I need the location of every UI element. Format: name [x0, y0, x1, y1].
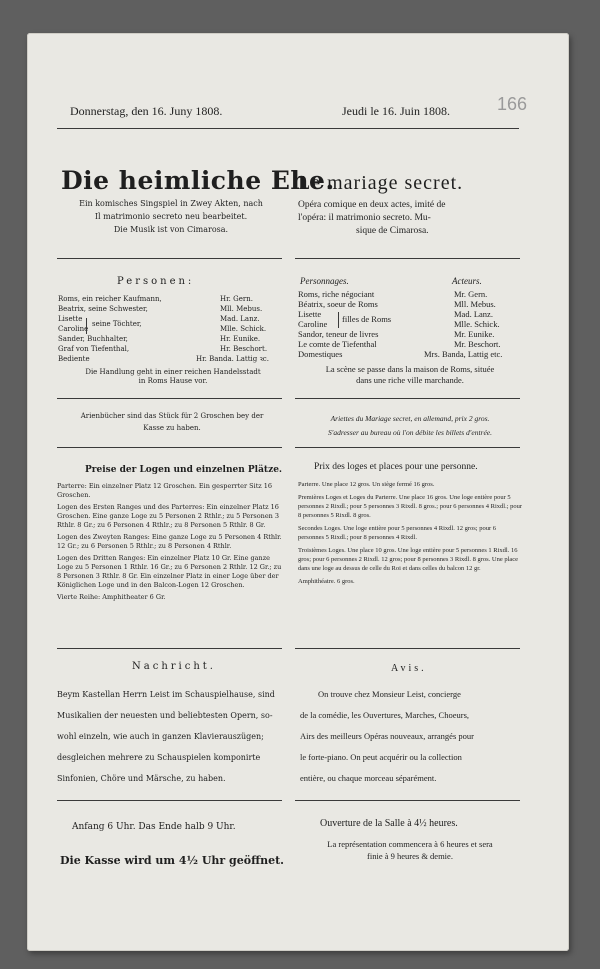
personnages-role: Sandor, teneur de livres — [298, 329, 379, 339]
avis-line: On trouve chez Monsieur Leist, concierge — [318, 689, 461, 699]
section-rule — [295, 447, 520, 448]
arien-line: S'adresser au bureau où l'on débite les billets d'entrée. — [327, 428, 493, 437]
section-rule — [295, 648, 520, 649]
personnages-actor: Mlle. Schick. — [454, 319, 500, 329]
handlung-line: in Roms Hause vor. — [138, 377, 208, 385]
avis-line: Airs des meilleurs Opéras nouveaux, arrangés pour — [300, 731, 474, 741]
personen-actor: Hr. Gern. — [220, 295, 253, 303]
representation-line: La représentation commencera à 6 heures et sera — [327, 839, 493, 849]
handlung-text — [58, 368, 288, 386]
section-rule — [295, 398, 520, 399]
personnages-role: Roms, riche négociant — [298, 289, 375, 299]
personnages-role: Le comte de Tiefenthal — [298, 339, 377, 349]
preise-item: Logen des Dritten Ranges: Ein einzelner Platz 10 Gr. Eine ganze Loge zu 5 Personen 1 Rthlr. 16 Gr.; zu 6 Personen 2 Rthlr. 12 Gr.; zu 8 Personen 3 Rthlr. 8 Gr. Ein einzelner Platz in einer Loge über der Königlichen Loge und in den Balcon-Logen 12 Groschen. — [57, 554, 282, 589]
personen-role: Roms, ein reicher Kaufmann, — [58, 295, 162, 303]
personnages-role: Lisette — [298, 309, 322, 319]
prix-item: Troisièmes Loges. Une place 10 gros. Une loge entière pour 5 personnes 1 Rixdl. 16 gros; pour 6 personnes 2 Rixdl. 12 gros; pour 8 personnes 3 Rixdl. 8 gros. Une place dans une loge au dessus de celle du Roi et dans celles du balcon 12 gr. — [298, 547, 519, 572]
personnages-brace-label: filles de Roms — [342, 314, 392, 324]
arien-line: Ariettes du Mariage secret, en allemand, prix 2 gros. — [330, 414, 490, 423]
personen-role: Caroline — [58, 325, 89, 333]
personnages-role: Béatrix, soeur de Roms — [298, 299, 378, 309]
section-rule — [295, 800, 520, 801]
personen-role: Sander, Buchhalter, — [58, 335, 128, 343]
kasse-text: Die Kasse wird um 4½ Uhr geöffnet. — [60, 854, 285, 867]
subtitle-french-line: sique de Cimarosa. — [356, 226, 429, 236]
arien-line: Arienbücher sind das Stück für 2 Groschen bey der — [80, 412, 264, 420]
personen-actor: Hr. Eunike. — [220, 335, 261, 343]
subtitle-german-line: Ein komisches Singspiel in Zwey Akten, nach — [79, 199, 263, 208]
personnages-list — [298, 289, 523, 359]
title-french: Le mariage secret. — [298, 172, 464, 194]
prix-item: Secondes Loges. Une loge entière pour 5 personnes 4 Rixdl. 12 gros; pour 6 personnes 5 Rixdl.; pour 8 personnes 4 Rixdl. — [298, 525, 497, 541]
title-german: Die heimliche Ehe. — [61, 166, 335, 195]
section-rule — [57, 800, 282, 801]
personnages-actor: Mr. Gern. — [454, 289, 488, 299]
nachricht-line: desgleichen mehrere zu Schauspielen komponirte — [57, 753, 261, 762]
personnages-actor: Mr. Beschort. — [454, 339, 501, 349]
nachricht-line: wohl einzeln, wie auch in ganzen Klavierauszügen; — [57, 732, 264, 741]
arien-french — [296, 412, 524, 440]
prix-heading: Prix des loges et places pour une personne. — [314, 462, 478, 472]
personen-brace — [86, 318, 87, 334]
nachricht-line: Beym Kastellan Herrn Leist im Schauspielhause, sind — [57, 690, 275, 699]
preise-item: Vierte Reihe: Amphitheater 6 Gr. — [57, 593, 166, 601]
avis-heading: Avis. — [391, 663, 427, 674]
personen-brace-label: seine Töchter, — [92, 320, 142, 328]
personen-actor: Hr. Banda. Lattig ꝛc. — [196, 355, 269, 363]
personnages-actor: Mll. Mebus. — [454, 299, 496, 309]
subtitle-german-line: Il matrimonio secreto neu bearbeitet. — [94, 212, 248, 221]
date-french: Jeudi le 16. Juin 1808. — [342, 104, 450, 118]
avis-line: entière, ou chaque morceau séparément. — [300, 773, 437, 783]
personen-role: Bediente — [58, 355, 90, 363]
personnages-heading: Personnages. — [300, 276, 349, 286]
ouverture-text: Ouverture de la Salle à 4½ heures. — [320, 818, 458, 829]
handwritten-number: 166 — [497, 94, 528, 114]
handlung-line: Die Handlung geht in einer reichen Handelsstadt — [85, 368, 261, 376]
personnages-actor: Mr. Eunike. — [454, 329, 495, 339]
subtitle-french-line: Opéra comique en deux actes, imité de — [298, 200, 446, 210]
avis-line: de la comédie, les Ouvertures, Marches, Choeurs, — [300, 710, 469, 720]
preise-item: Parterre: Ein einzelner Platz 12 Groschen. Ein gesperrter Sitz 16 Groschen. — [57, 482, 273, 499]
personnages-actor: Mad. Lanz. — [454, 309, 493, 319]
arien-line: Kasse zu haben. — [143, 424, 201, 432]
personen-role: Lisette — [58, 315, 83, 323]
section-rule — [57, 447, 282, 448]
subtitle-german — [55, 199, 287, 235]
personen-role: Graf von Tiefenthal, — [58, 345, 130, 353]
scene-line: La scène se passe dans la maison de Roms, située — [325, 364, 495, 374]
acteurs-heading: Acteurs. — [452, 276, 482, 286]
subtitle-french — [298, 199, 518, 238]
nachricht-text — [57, 684, 289, 789]
nachricht-line: Sinfonien, Chöre und Märsche, zu haben. — [57, 774, 226, 783]
avis-text — [300, 684, 525, 789]
personnages-brace — [338, 312, 339, 328]
nachricht-heading: Nachricht. — [132, 661, 216, 672]
section-rule — [57, 258, 282, 259]
date-german: Donnerstag, den 16. Juny 1808. — [70, 104, 223, 118]
nachricht-line: Musikalien der neuesten und beliebtesten Opern, so- — [57, 711, 273, 720]
subtitle-french-line: l'opéra: il matrimonio secreto. Mu- — [298, 213, 431, 223]
personen-actor: Hr. Beschort. — [220, 345, 268, 353]
prix-list — [298, 480, 523, 586]
personen-list — [58, 295, 288, 365]
representation-text — [296, 838, 524, 862]
personen-actor: Mlle. Schick. — [220, 325, 267, 333]
personnages-role: Domestiques — [298, 349, 343, 359]
subtitle-german-line: Die Musik ist von Cimarosa. — [113, 225, 229, 234]
arien-german — [55, 412, 289, 433]
personen-actor: Mll. Mebus. — [220, 305, 263, 313]
preise-list — [57, 482, 287, 602]
personen-actor: Mad. Lanz. — [220, 315, 260, 323]
avis-line: le forte-piano. On peut acquérir ou la collection — [300, 752, 462, 762]
prix-item: Premières Loges et Loges du Parterre. Une place 16 gros. Une loge entière pour 5 personnes 2 Rixdl.; pour 5 personnes 3 Rixdl. 8 gros.; pour 6 personnes 4 Rixdl.; pour 8 personnes 5 Rixdl. 8 gros. — [298, 494, 523, 519]
prix-item: Parterre. Une place 12 gros. Un siège fermé 16 gros. — [298, 481, 435, 488]
prix-item: Amphithéatre. 6 gros. — [298, 578, 355, 585]
preise-item: Logen des Ersten Ranges und des Parterres: Ein einzelner Platz 16 Groschen. Eine ganze Loge zu 5 Personen 2 Rthlr.; zu 5 Personen 3 Rthlr. 8 Gr.; zu 6 Personen 4 Rthlr.; zu 8 Personen 5 Rthlr. 8 Gr. — [57, 503, 280, 529]
preise-item: Logen des Zweyten Ranges: Eine ganze Loge zu 5 Personen 4 Rthlr. 12 Gr.; zu 6 Personen 5 Rthlr.; zu 8 Personen 4 Rthlr. — [57, 533, 282, 550]
header-rule — [57, 128, 519, 129]
scene-line: dans une riche ville marchande. — [356, 375, 464, 385]
section-rule — [295, 258, 520, 259]
personnages-role: Caroline — [298, 319, 328, 329]
personen-role: Beatrix, seine Schwester, — [58, 305, 148, 313]
personen-heading: Personen: — [117, 276, 195, 287]
section-rule — [57, 648, 282, 649]
anfang-text: Anfang 6 Uhr. Das Ende halb 9 Uhr. — [72, 822, 236, 832]
scene-text — [296, 364, 524, 386]
preise-heading: Preise der Logen und einzelnen Plätze. — [85, 465, 283, 475]
section-rule — [57, 398, 282, 399]
personnages-actor: Mrs. Banda, Lattig etc. — [424, 349, 503, 359]
representation-line: finie à 9 heures & demie. — [367, 851, 453, 861]
